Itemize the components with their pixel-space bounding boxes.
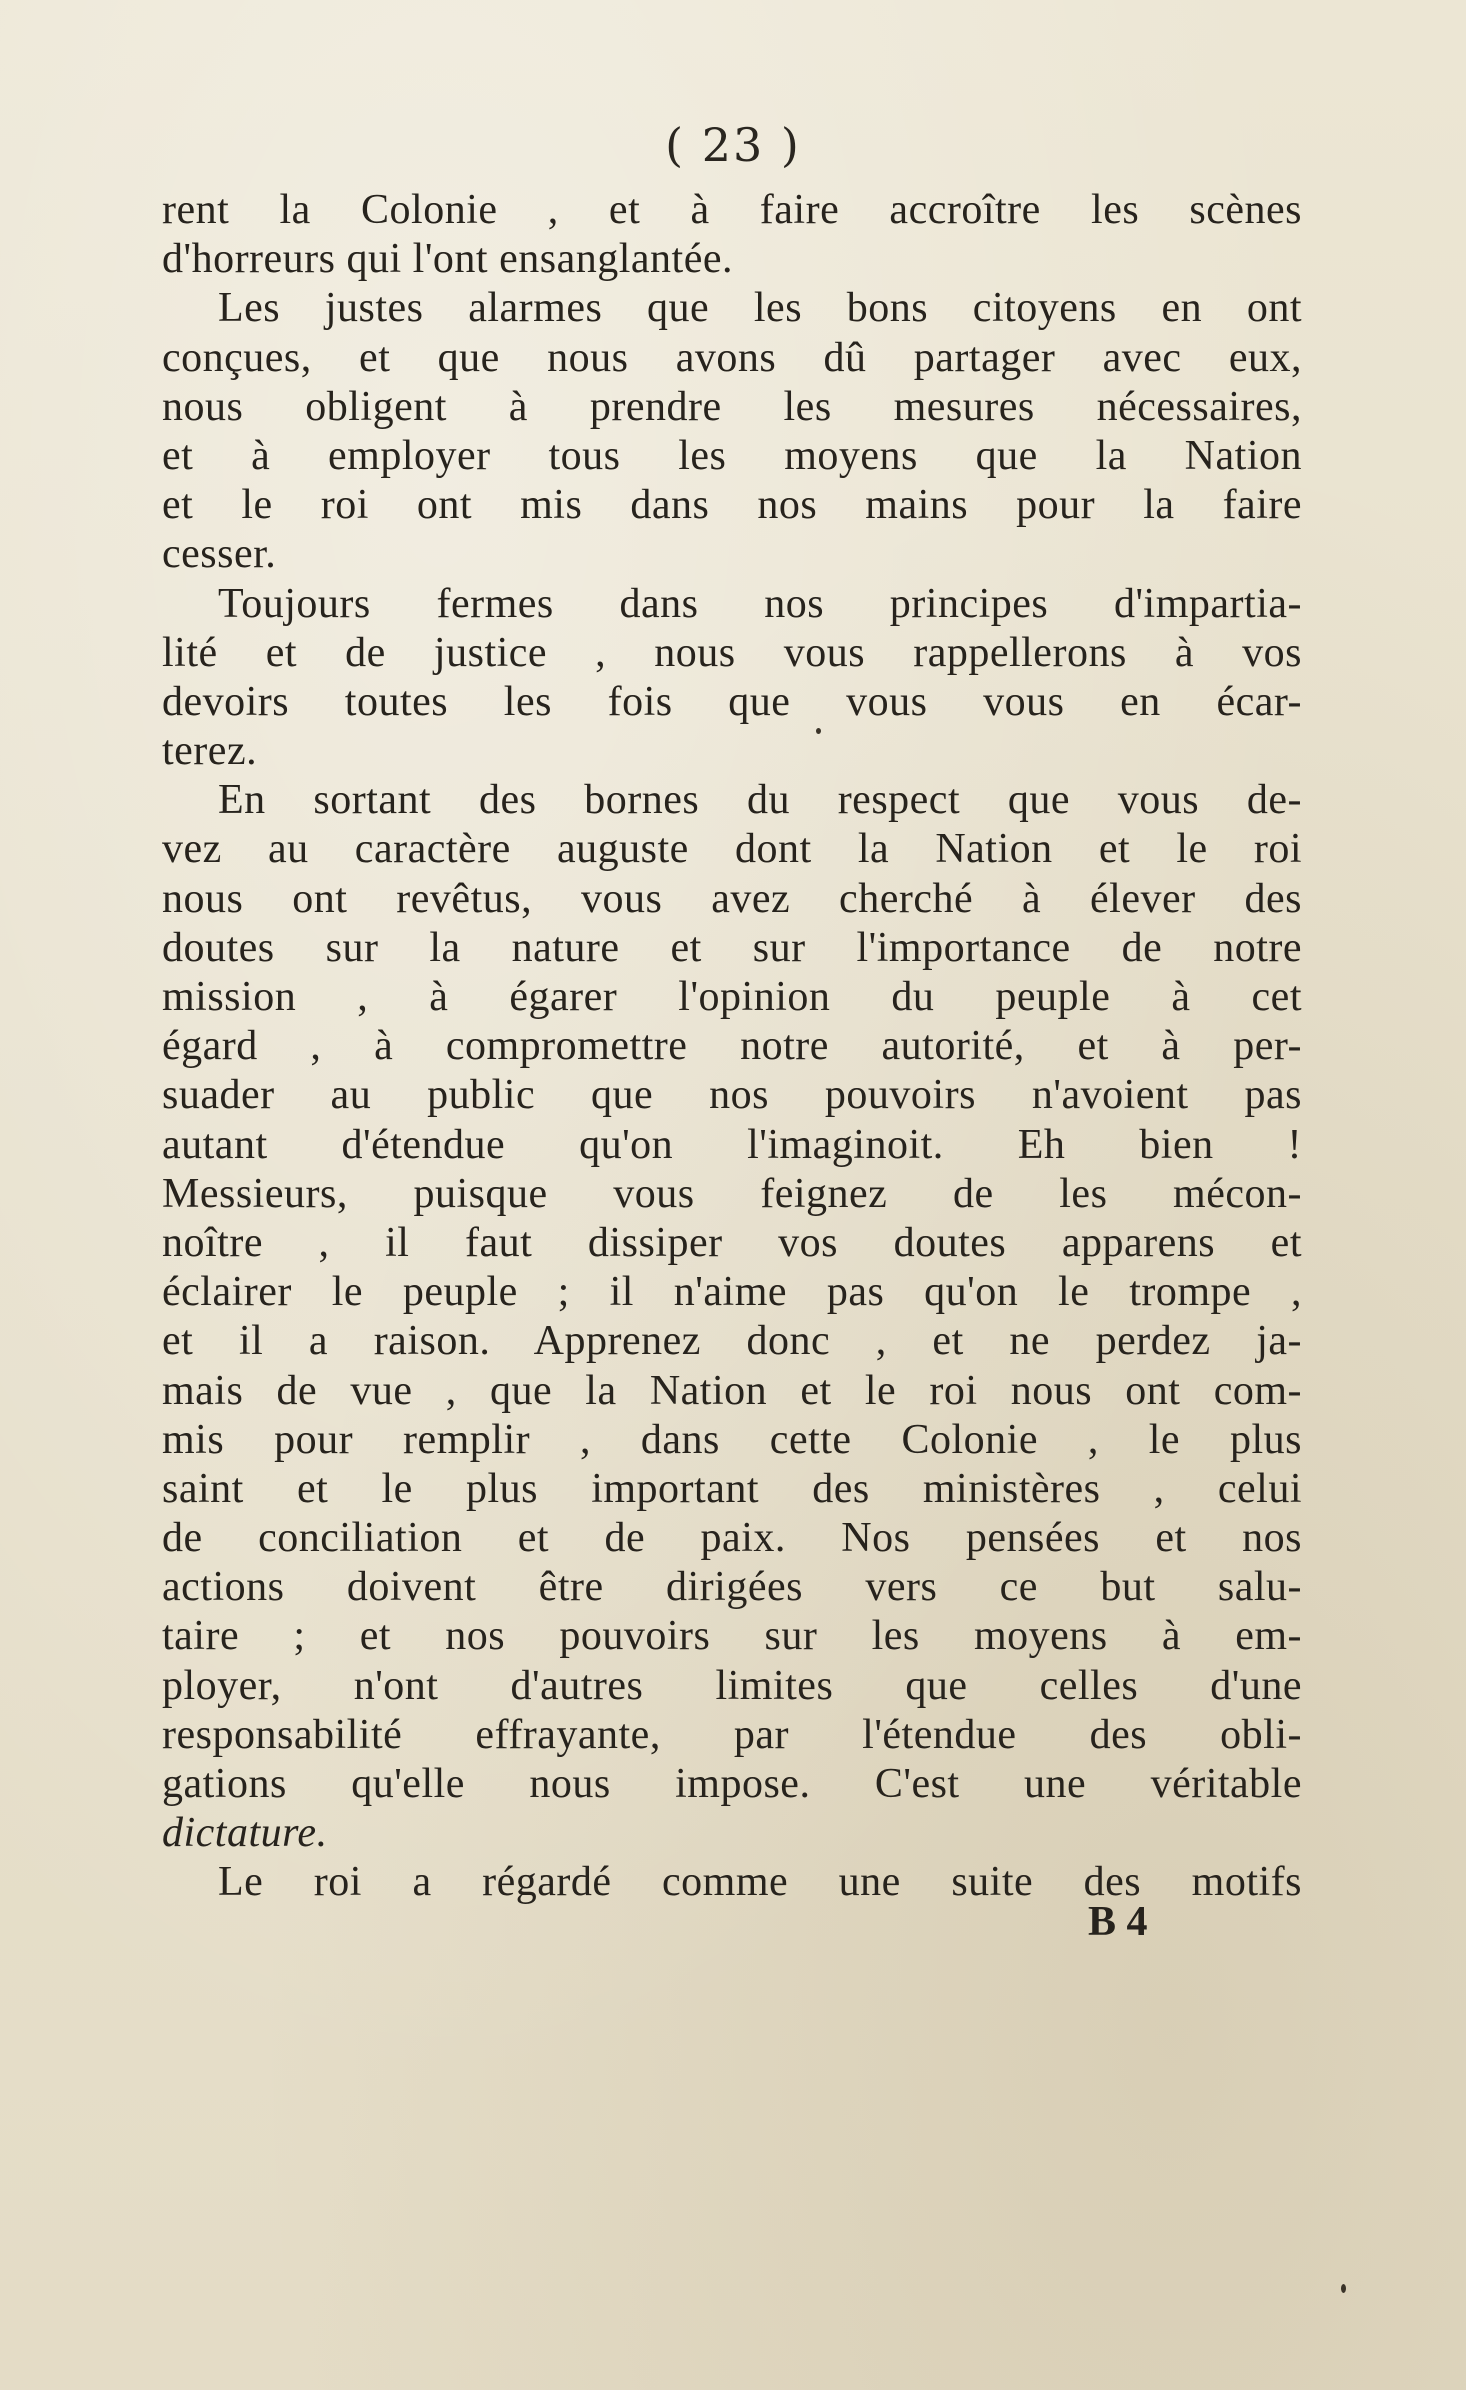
body-text <box>162 186 1302 1908</box>
text-line: de conciliation et de paix. Nos pensées et nos <box>162 1515 1302 1562</box>
text-line: dictature. <box>162 1810 328 1857</box>
text-line: nous ont revêtus, vous avez cherché à élever des <box>162 875 1302 922</box>
text-line: et il a raison. Apprenez donc , et ne perdez ja- <box>162 1318 1302 1365</box>
text-line: suader au public que nos pouvoirs n'avoient pas <box>162 1072 1302 1119</box>
signature-mark: B 4 <box>1088 1899 1148 1945</box>
text-line: Messieurs, puisque vous feignez de les mécon- <box>162 1170 1302 1217</box>
text-line: gations qu'elle nous impose. C'est une véritable <box>162 1761 1302 1807</box>
text-line: cesser. <box>162 531 277 578</box>
text-line: Le roi a régardé comme une suite des motifs <box>218 1859 1302 1906</box>
text-line: devoirs toutes les fois que vous vous en écar- <box>162 678 1302 725</box>
text-line: mission , à égarer l'opinion du peuple à cet <box>162 974 1302 1020</box>
text-line: autant d'étendue qu'on l'imaginoit. Eh bien ! <box>162 1121 1302 1168</box>
text-line: et le roi ont mis dans nos mains pour la faire <box>162 482 1302 529</box>
ink-speck <box>1341 2284 1346 2293</box>
text-line: saint et le plus important des ministères , celui <box>162 1465 1302 1512</box>
text-line: conçues, et que nous avons dû partager avec eux, <box>162 334 1302 381</box>
text-line: taire ; et nos pouvoirs sur les moyens à em- <box>162 1613 1302 1660</box>
ink-speck <box>816 728 821 734</box>
page-number: ( 23 ) <box>665 118 801 172</box>
text-line: mais de vue , que la Nation et le roi nous ont com- <box>162 1367 1302 1414</box>
text-line: mis pour remplir , dans cette Colonie , le plus <box>162 1416 1302 1463</box>
text-line: d'horreurs qui l'ont ensanglantée. <box>162 236 733 283</box>
text-line: responsabilité effrayante, par l'étendue des obli- <box>162 1711 1302 1758</box>
text-line: Toujours fermes dans nos principes d'impartia- <box>218 580 1302 627</box>
text-line: nous obligent à prendre les mesures nécessaires, <box>162 383 1302 430</box>
text-line: lité et de justice , nous vous rappellerons à vos <box>162 629 1302 676</box>
text-line: actions doivent être dirigées vers ce but salu- <box>162 1564 1302 1611</box>
text-line: rent la Colonie , et à faire accroître les scènes <box>162 187 1302 233</box>
text-line: éclairer le peuple ; il n'aime pas qu'on le trompe , <box>162 1269 1302 1316</box>
text-line: noître , il faut dissiper vos doutes apparens et <box>162 1219 1302 1266</box>
text-line: vez au caractère auguste dont la Nation et le roi <box>162 826 1302 873</box>
text-line: Les justes alarmes que les bons citoyens en ont <box>218 285 1302 332</box>
text-line: doutes sur la nature et sur l'importance de notre <box>162 924 1302 971</box>
text-line: égard , à compromettre notre autorité, et à per- <box>162 1023 1302 1070</box>
text-line: En sortant des bornes du respect que vous de- <box>218 777 1302 824</box>
text-line: terez. <box>162 728 258 775</box>
text-line: et à employer tous les moyens que la Nation <box>162 432 1302 479</box>
text-line: ployer, n'ont d'autres limites que celles d'une <box>162 1662 1302 1709</box>
